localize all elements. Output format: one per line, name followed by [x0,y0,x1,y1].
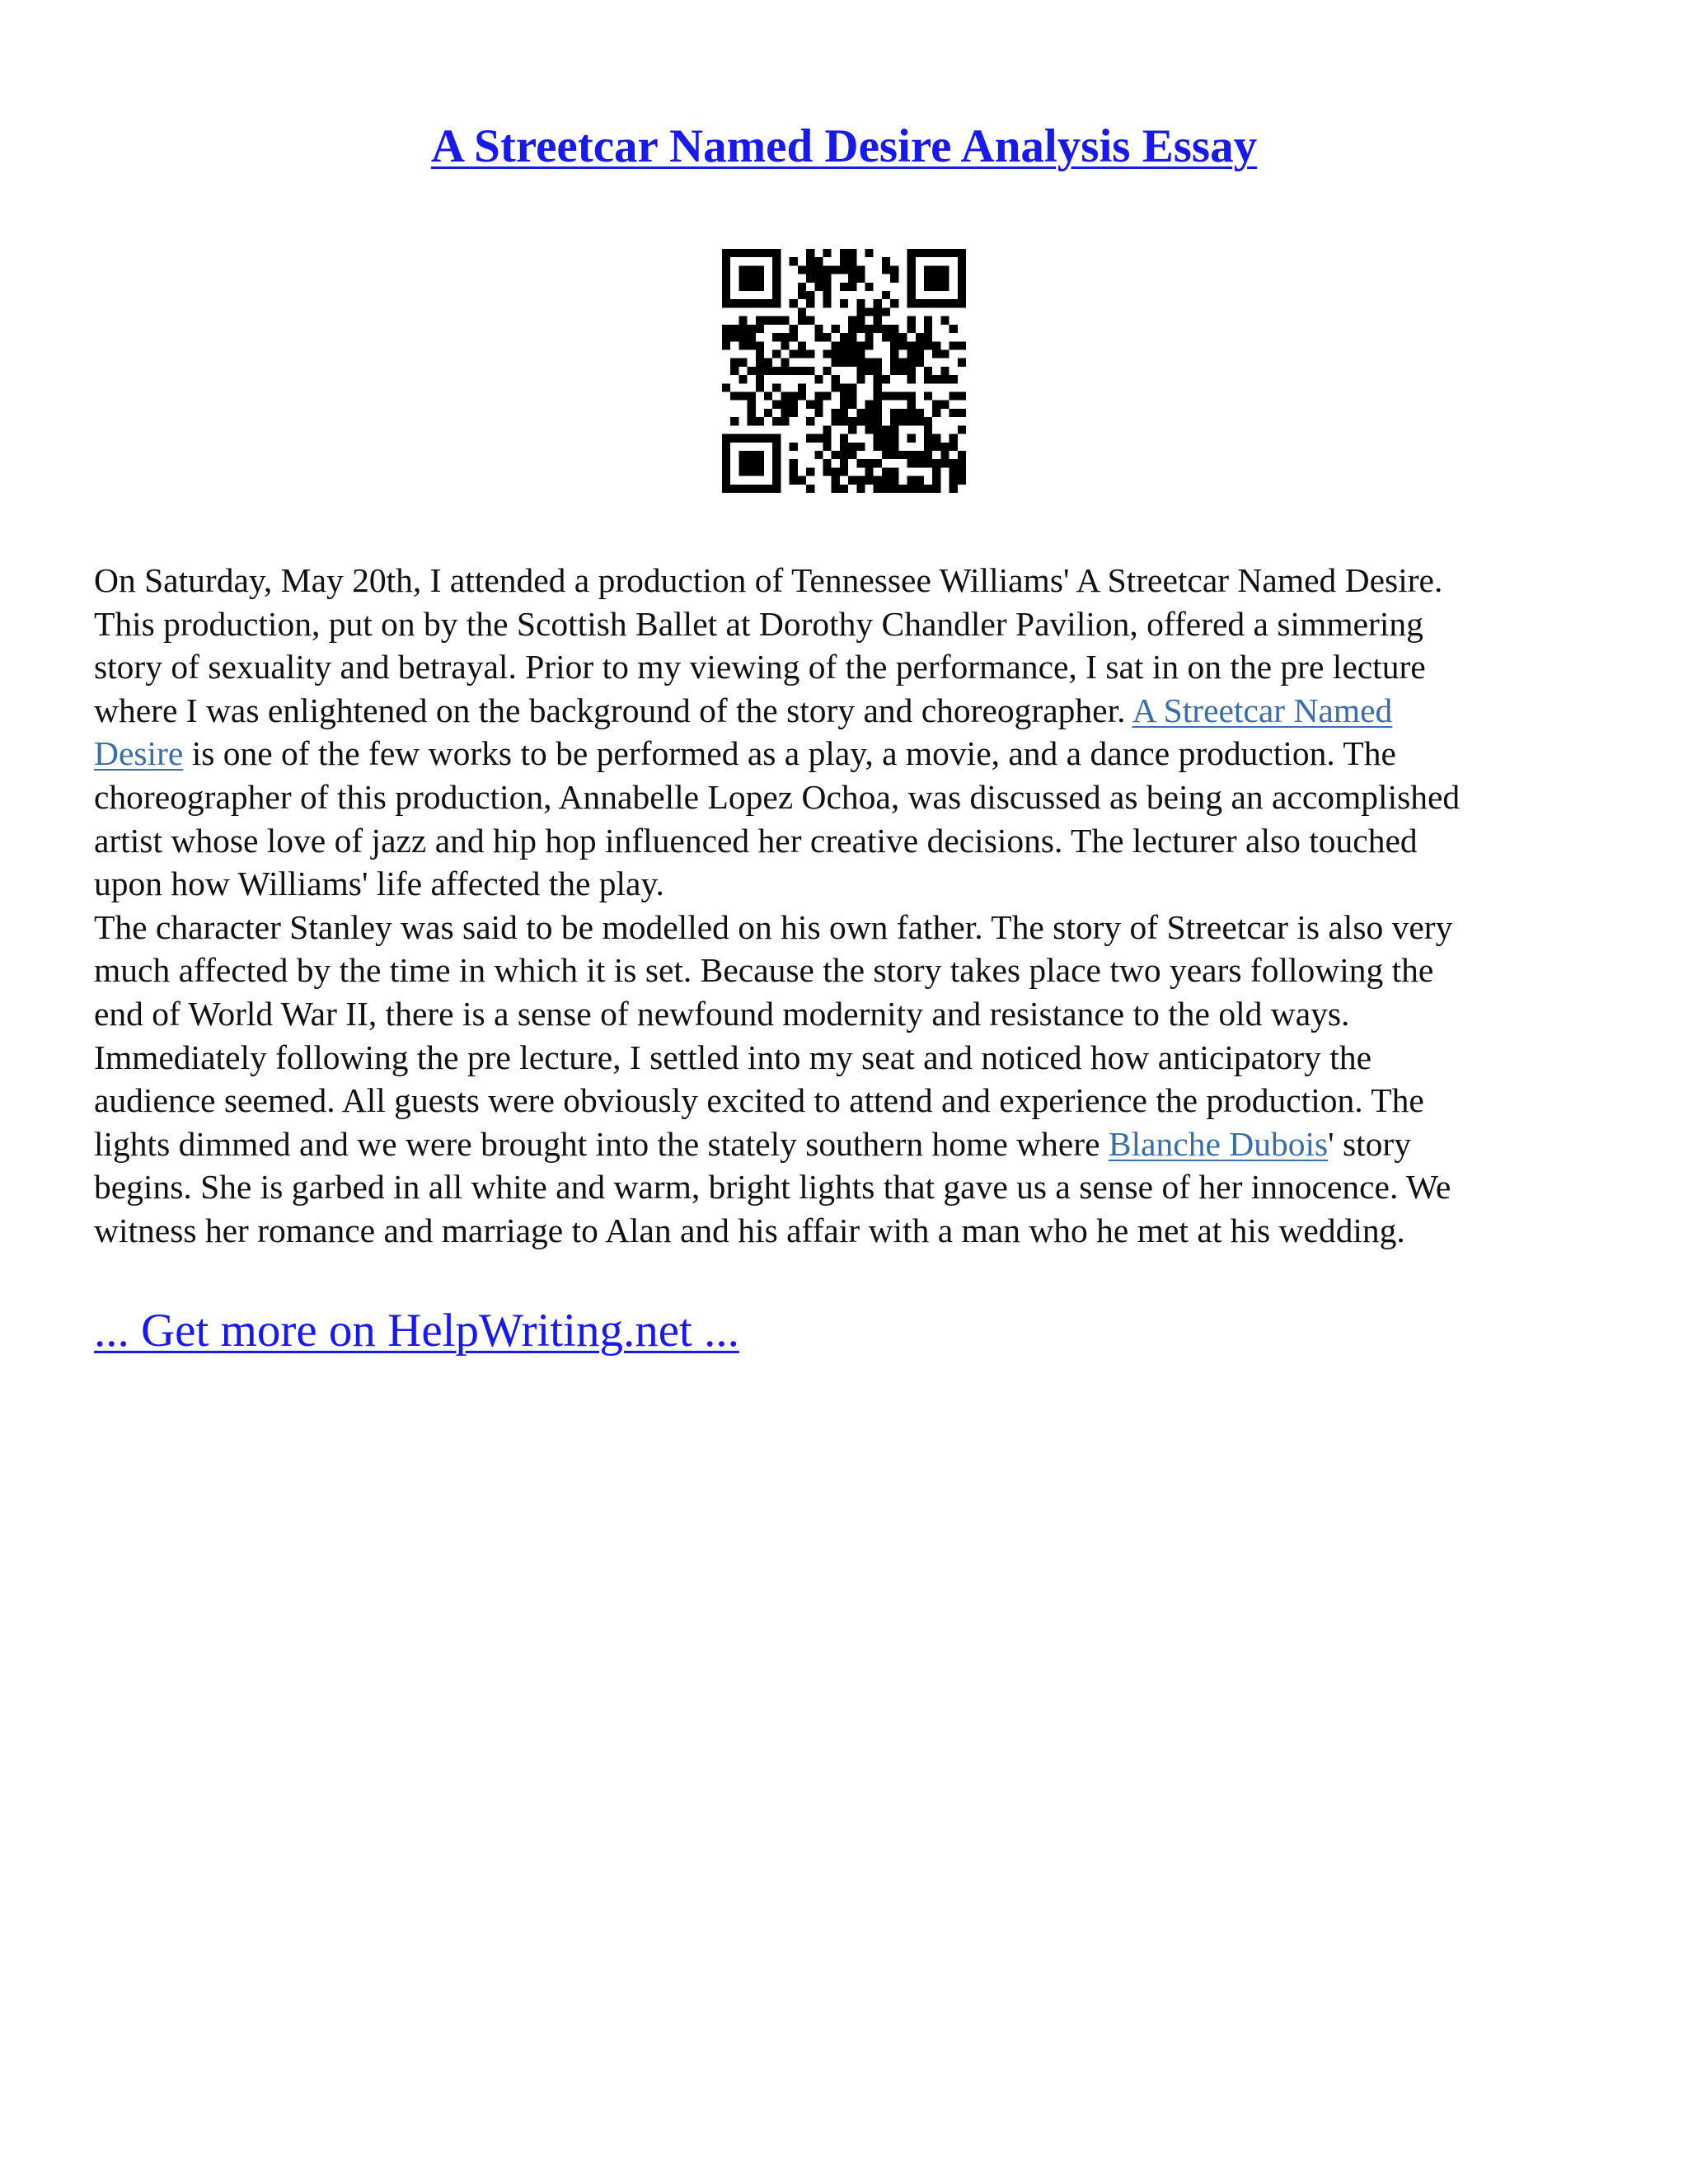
text-line: This production, put on by the Scottish Ballet at Dorothy Chandler Pavilion, offered a simmering [94,604,1423,643]
get-more-link-container [94,1302,739,1360]
essay-body [94,559,1611,1253]
text-line: end of World War II, there is a sense of newfound modernity and resistance to the old ways. [94,994,1350,1033]
text-fragment: ' story [1328,1124,1411,1163]
text-line [94,732,1611,776]
paragraph-1 [94,559,1611,906]
text-line: On Saturday, May 20th, I attended a production of Tennessee Williams' A Streetcar Named Desire. [94,561,1443,599]
text-line [94,1122,1611,1166]
text-line: audience seemed. All guests were obviously excited to attend and experience the production. The [94,1081,1424,1120]
streetcar-link-continued[interactable]: Desire [94,734,184,773]
text-fragment: lights dimmed and we were brought into the stately southern home where [94,1124,1109,1163]
get-more-link[interactable]: ... Get more on HelpWriting.net ... [94,1305,739,1357]
text-line: story of sexuality and betrayal. Prior to my viewing of the performance, I sat in on the pre lecture [94,648,1426,687]
text-line: The character Stanley was said to be modelled on his own father. The story of Streetcar is also very [94,907,1453,946]
text-fragment: is one of the few works to be performed as a play, a movie, and a dance production. The [183,734,1396,773]
page-title [0,114,1688,180]
streetcar-link[interactable]: A Streetcar Named [1132,691,1393,729]
text-line [94,689,1611,733]
text-line: witness her romance and marriage to Alan and his affair with a man who he met at his wedding. [94,1211,1405,1249]
text-line: begins. She is garbed in all white and warm, bright lights that gave us a sense of her innocence. We [94,1168,1451,1207]
text-line: choreographer of this production, Annabelle Lopez Ochoa, was discussed as being an accomplished [94,777,1461,816]
blanche-dubois-link[interactable]: Blanche Dubois [1108,1124,1329,1163]
text-fragment: where I was enlightened on the background of the story and choreographer. [94,691,1132,729]
text-line: much affected by the time in which it is set. Because the story takes place two years following the [94,951,1434,990]
title-link[interactable]: A Streetcar Named Desire Analysis Essay [430,120,1258,172]
text-line: Immediately following the pre lecture, I settled into my seat and noticed how anticipatory the [94,1038,1372,1076]
qr-code-icon [722,249,966,493]
text-line: artist whose love of jazz and hip hop influenced her creative decisions. The lecturer also touched [94,821,1418,860]
text-line: upon how Williams' life affected the play. [94,865,664,903]
paragraph-2 [94,906,1611,1253]
